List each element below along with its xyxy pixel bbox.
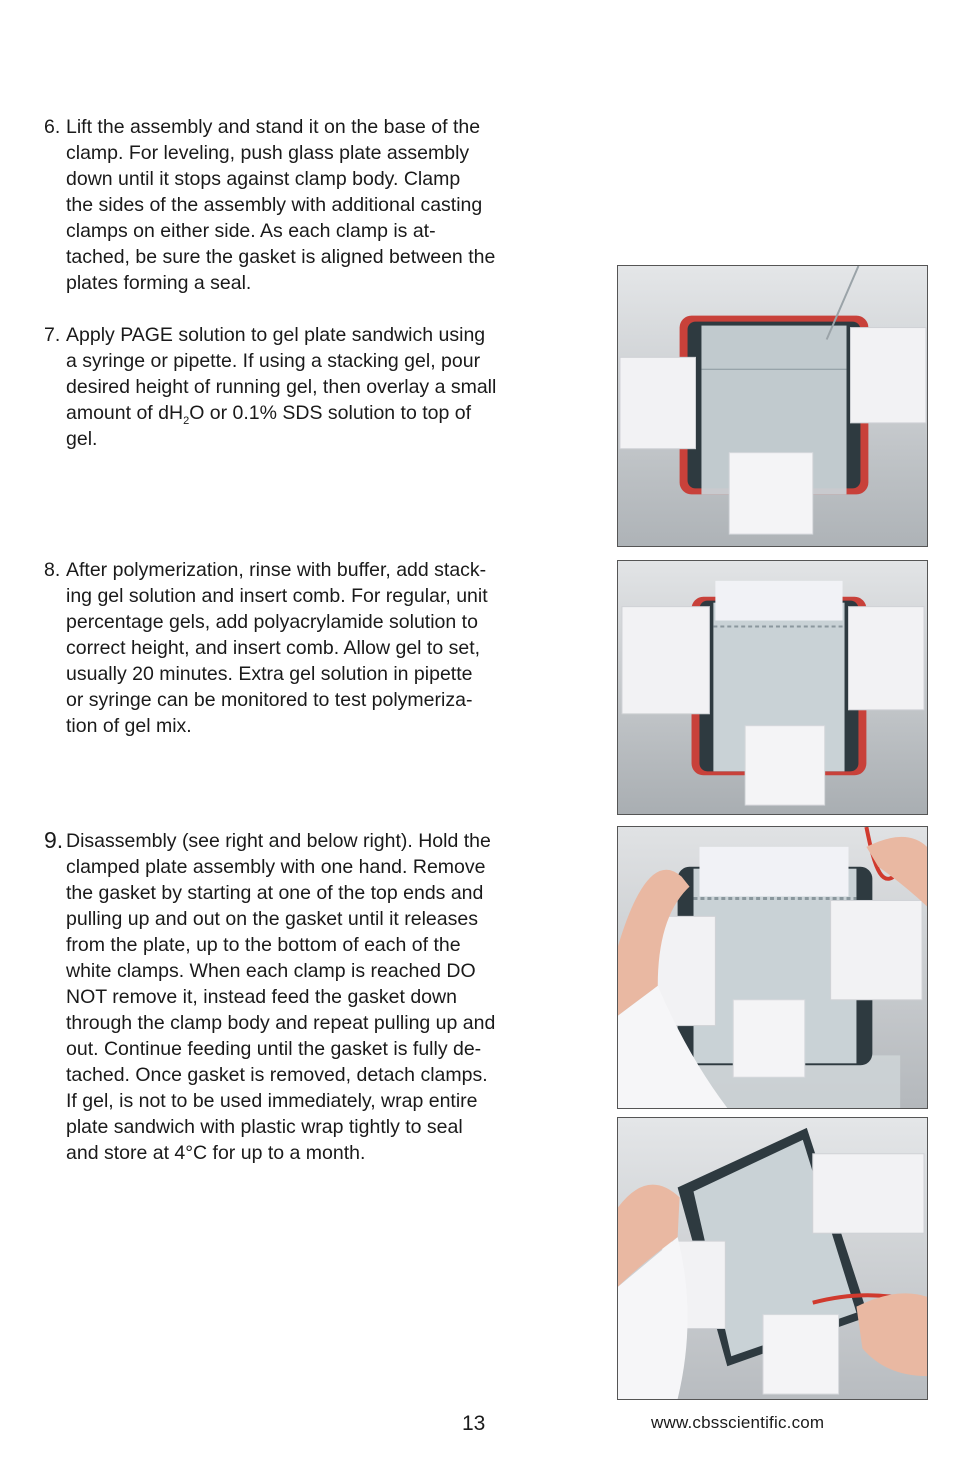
step-9-line: and store at 4°C for up to a month.: [66, 1142, 366, 1164]
step-8-line: ing gel solution and insert comb. For regular, unit: [66, 585, 488, 607]
step-number: 9.: [44, 827, 64, 853]
step-6-line: plates forming a seal.: [66, 272, 252, 294]
step-9: [44, 828, 559, 1166]
step-9-line: If gel, is not to be used immediately, wrap entire: [66, 1090, 478, 1112]
step-9-line: the gasket by starting at one of the top ends and: [66, 882, 484, 904]
step-7-line: desired height of running gel, then overlay a small: [66, 376, 497, 398]
step-9-line: clamped plate assembly with one hand. Remove: [66, 856, 486, 878]
step-8-line: or syringe can be monitored to test polymeriza-: [66, 689, 473, 711]
step-9-line: from the plate, up to the bottom of each of the: [66, 934, 461, 956]
step-9-line: Disassembly (see right and below right). Hold the: [66, 830, 491, 852]
step-8-line: correct height, and insert comb. Allow gel to set,: [66, 637, 481, 659]
step-number: 8.: [44, 559, 61, 581]
text-fragment: amount of dH: [66, 402, 184, 424]
step-8-line: tion of gel mix.: [66, 715, 192, 737]
step-6-line: tached, be sure the gasket is aligned between the: [66, 246, 496, 268]
step-8-line: percentage gels, add polyacrylamide solution to: [66, 611, 478, 633]
step-number: 7.: [44, 324, 61, 346]
step-9-line: plate sandwich with plastic wrap tightly to seal: [66, 1116, 463, 1138]
text-fragment: O or 0.1% SDS solution to top of: [189, 402, 472, 424]
step-9-line: white clamps. When each clamp is reached DO: [66, 960, 476, 982]
gel-casting-photo-comb: [617, 560, 928, 815]
step-9-line: pulling up and out on the gasket until it releases: [66, 908, 478, 930]
step-7-line: [66, 400, 559, 426]
step-8-line: After polymerization, rinse with buffer, add stack-: [66, 559, 487, 581]
step-9-line: through the clamp body and repeat pulling up and: [66, 1012, 496, 1034]
step-9-line: out. Continue feeding until the gasket is fully de-: [66, 1038, 482, 1060]
page-number: 13: [462, 1412, 486, 1435]
step-6-line: clamps on either side. As each clamp is at-: [66, 220, 436, 242]
gel-disassembly-photo-gasket-removal: [617, 826, 928, 1109]
step-9-line: NOT remove it, instead feed the gasket down: [66, 986, 457, 1008]
step-7-line: a syringe or pipette. If using a stacking gel, pour: [66, 350, 481, 372]
step-6: [44, 114, 559, 296]
step-6-line: down until it stops against clamp body. Clamp: [66, 168, 461, 190]
step-6-line: the sides of the assembly with additional casting: [66, 194, 483, 216]
step-7-line: Apply PAGE solution to gel plate sandwich using: [66, 324, 486, 346]
gel-casting-photo-pipette: [617, 265, 928, 547]
step-7: [44, 322, 559, 452]
step-6-line: Lift the assembly and stand it on the base of the: [66, 116, 481, 138]
step-number: 6.: [44, 116, 61, 138]
step-6-line: clamp. For leveling, push glass plate assembly: [66, 142, 470, 164]
step-9-line: tached. Once gasket is removed, detach clamps.: [66, 1064, 488, 1086]
gel-disassembly-photo-plate-handling: [617, 1117, 928, 1400]
footer-url: www.cbsscientific.com: [651, 1413, 825, 1432]
subscript: 2: [183, 415, 190, 427]
step-7-line: gel.: [66, 428, 98, 450]
step-8: [44, 557, 559, 739]
step-8-line: usually 20 minutes. Extra gel solution in pipette: [66, 663, 473, 685]
